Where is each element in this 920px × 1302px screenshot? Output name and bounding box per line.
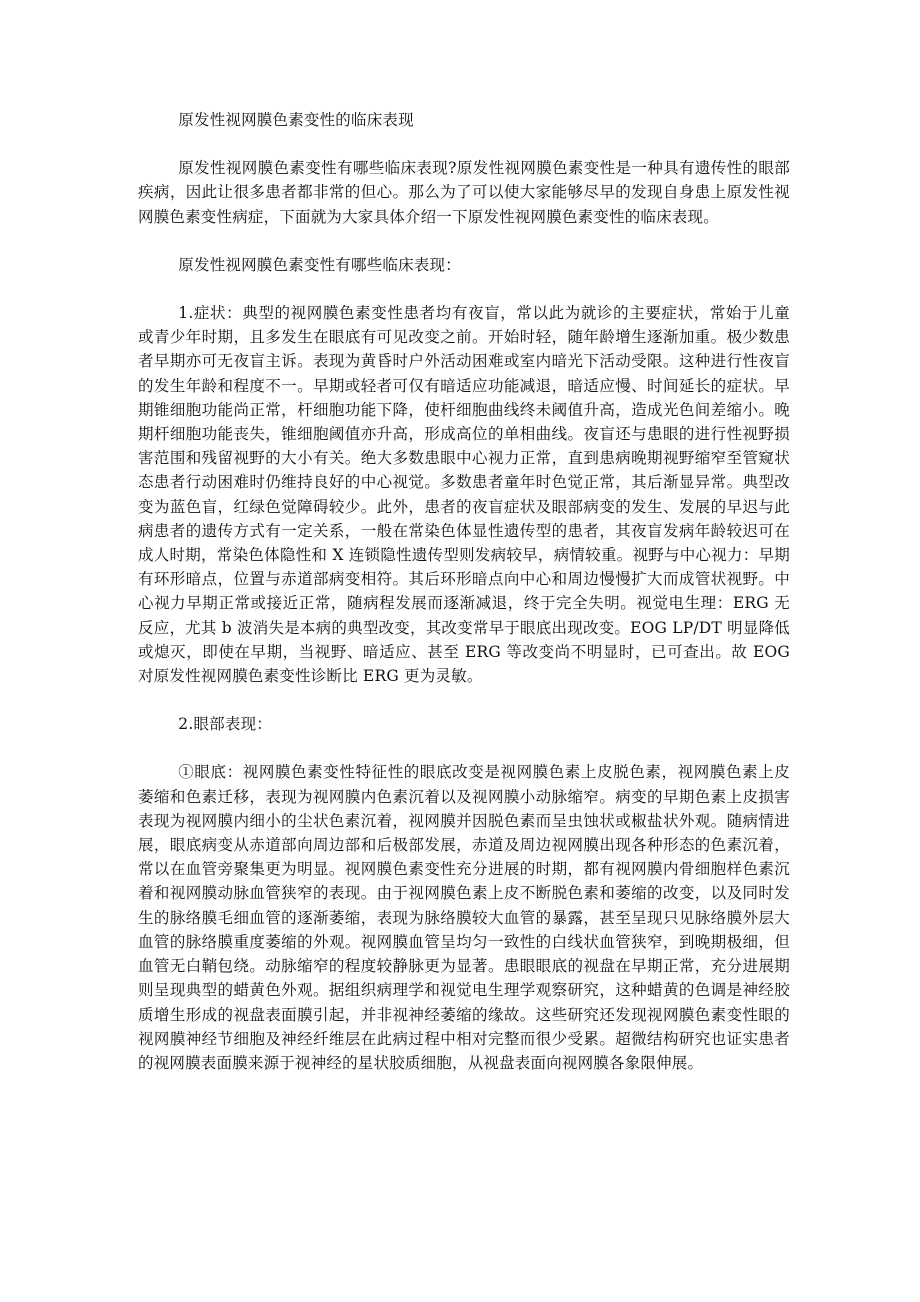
- fundus-paragraph: ①眼底：视网膜色素变性特征性的眼底改变是视网膜色素上皮脱色素，视网膜色素上皮萎缩和色素迁移，表现为视网膜内色素沉着以及视网膜小动脉缩窄。病变的早期色素上皮损害表现为视网膜内细小的尘状色素沉着，视网膜并因脱色素而呈虫蚀状或椒盐状外观。随病情进展，眼底病变从赤道部向周边部和后极部发展，赤道及周边视网膜出现各种形态的色素沉着，常以在血管旁聚集更为明显。视网膜色素变性充分进展的时期，都有视网膜内骨细胞样色素沉着和视网膜动脉血管狭窄的表现。由于视网膜色素上皮不断脱色素和萎缩的改变，以及同时发生的脉络膜毛细血管的逐渐萎缩，表现为脉络膜较大血管的暴露，甚至呈现只见脉络膜外层大血管的脉络膜重度萎缩的外观。视网膜血管呈均匀一致性的白线状血管狭窄，到晚期极细，但血管无白鞘包绕。动脉缩窄的程度较静脉更为显著。患眼眼底的视盘在早期正常，充分进展期则呈现典型的蜡黄色外观。据组织病理学和视觉电生理学观察研究，这种蜡黄的色调是神经胶质增生形成的视盘表面膜引起，并非视神经萎缩的缘故。这些研究还发现视网膜色素变性眼的视网膜神经节细胞及神经纤维层在此病过程中相对完整而很少受累。超微结构研究也证实患者的视网膜表面膜来源于视神经的星状胶质细胞，从视盘表面向视网膜各象限伸展。: [138, 763, 790, 1072]
- section-heading-clinical: 原发性视网膜色素变性有哪些临床表现：: [178, 255, 461, 274]
- document-page: [138, 108, 790, 1099]
- intro-paragraph: 原发性视网膜色素变性有哪些临床表现?原发性视网膜色素变性是一种具有遗传性的眼部疾病，因此让很多患者都非常的但心。那么为了可以使大家能够尽早的发现自身患上原发性视网膜色素变性病症，下面就为大家具体介绍一下原发性视网膜色素变性的临床表现。: [138, 159, 790, 226]
- section-heading-eye: 2.眼部表现：: [178, 715, 272, 734]
- symptoms-paragraph: 1.症状：典型的视网膜色素变性患者均有夜盲，常以此为就诊的主要症状，常始于儿童或青少年时期，且多发生在眼底有可见改变之前。开始时轻，随年龄增生逐渐加重。极少数患者早期亦可无夜盲主诉。表现为黄昏时户外活动困难或室内暗光下活动受限。这种进行性夜盲的发生年龄和程度不一。早期或轻者可仅有暗适应功能减退，暗适应慢、时间延长的症状。早期锥细胞功能尚正常，杆细胞功能下降，使杆细胞曲线终未阈值升高，造成光色间差缩小。晚期杆细胞功能丧失，锥细胞阈值亦升高，形成高位的单相曲线。夜盲还与患眼的进行性视野损害范围和残留视野的大小有关。绝大多数患眼中心视力正常，直到患病晚期视野缩窄至管窥状态患者行动困难时仍维持良好的中心视觉。多数患者童年时色觉正常，其后渐显异常。典型改变为蓝色盲，红绿色觉障碍较少。此外，患者的夜盲症状及眼部病变的发生、发展的早迟与此病患者的遗传方式有一定关系，一般在常染色体显性遗传型的患者，其夜盲发病年龄较迟可在成人时期，常染色体隐性和 X 连锁隐性遗传型则发病较早，病情较重。视野与中心视力：早期有环形暗点，位置与赤道部病变相符。其后环形暗点向中心和周边慢慢扩大而成管状视野。中心视力早期正常或接近正常，随病程发展而逐渐减退，终于完全失明。视觉电生理：ERG 无反应，尤其 b 波消失是本病的典型改变，其改变常早于眼底出现改变。EOG LP/DT 明显降低或熄灭，即使在早期，当视野、暗适应、甚至 ERG 等改变尚不明显时，已可查出。故 EOG 对原发性视网膜色素变性诊断比 ERG 更为灵敏。: [138, 304, 790, 686]
- document-title: 原发性视网膜色素变性的临床表现: [178, 111, 414, 129]
